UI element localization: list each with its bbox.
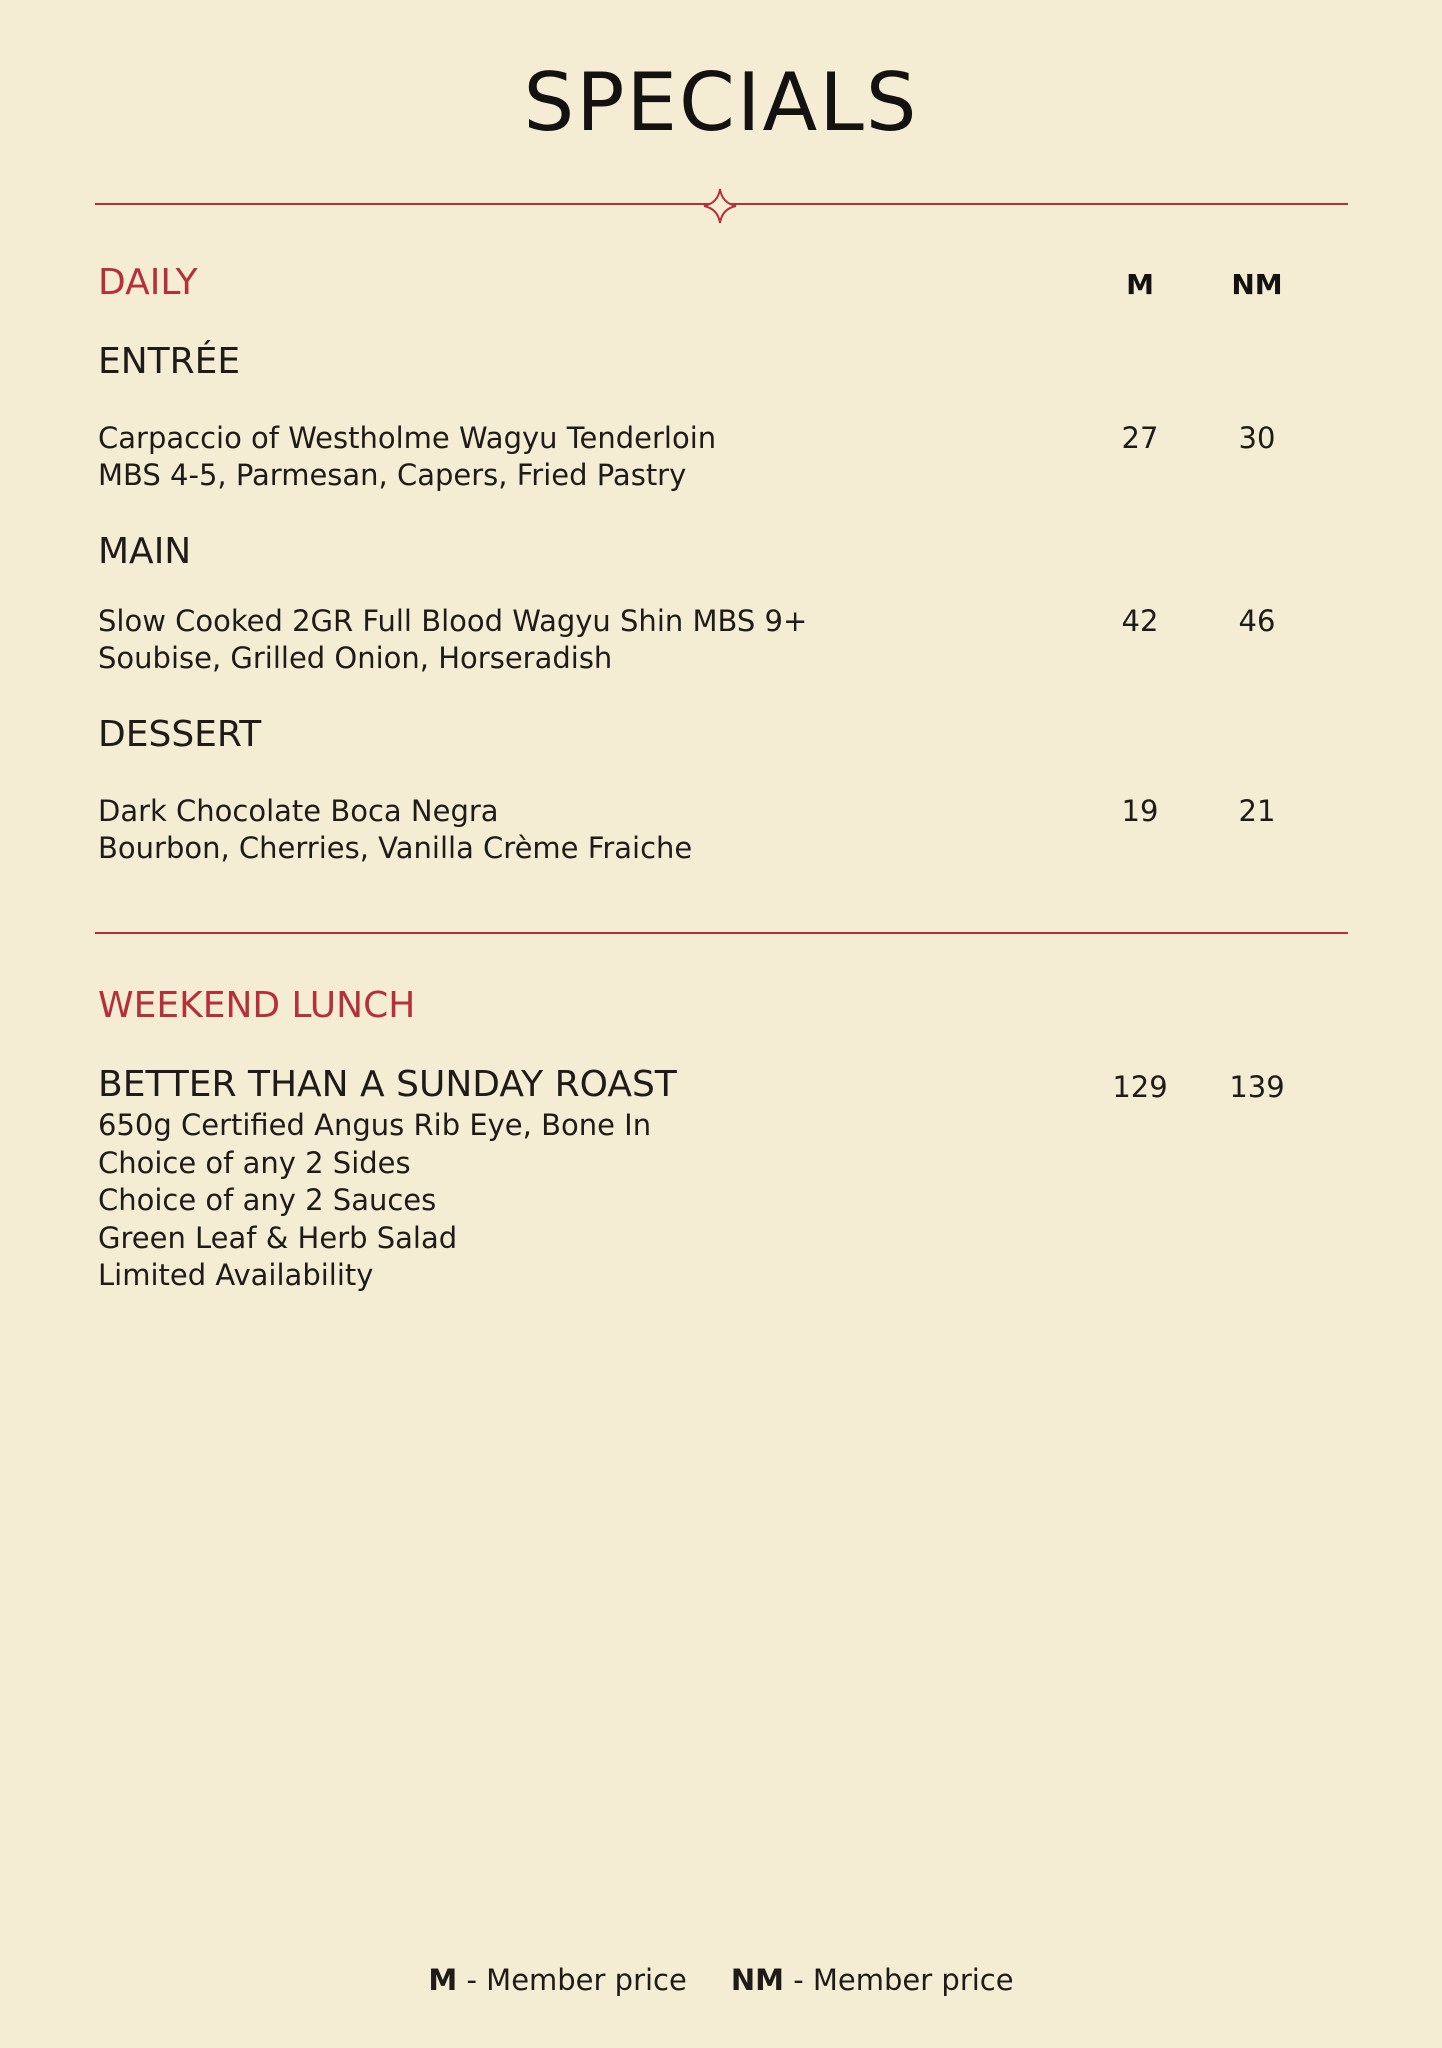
legend-member-key: M: [428, 1963, 458, 1997]
daily-heading: DAILY: [98, 262, 198, 303]
main-heading: MAIN: [98, 531, 192, 572]
roast-description-line: Limited Availability: [98, 1258, 374, 1292]
roast-description-line: Green Leaf & Herb Salad: [98, 1220, 458, 1255]
entree-item-name: Carpaccio of Westholme Wagyu Tenderloin: [98, 421, 717, 455]
main-non-member-price: 46: [1238, 604, 1276, 638]
legend-non-member-key: NM: [730, 1963, 784, 1997]
entree-member-price: 27: [1121, 421, 1159, 455]
entree-heading: ENTRÉE: [98, 341, 241, 382]
roast-description-line: Choice of any 2 Sides: [98, 1145, 411, 1180]
dessert-heading: DESSERT: [98, 714, 262, 755]
price-legend: [0, 1961, 1442, 1999]
non-member-column-header: NM: [1231, 268, 1283, 301]
diamond-ornament-icon: [700, 186, 740, 226]
entree-non-member-price: 30: [1238, 421, 1276, 455]
legend-member-text: - Member price: [457, 1963, 687, 1997]
roast-item-name: BETTER THAN A SUNDAY ROAST: [98, 1064, 677, 1105]
roast-non-member-price: 139: [1229, 1070, 1285, 1104]
dessert-member-price: 19: [1121, 794, 1159, 828]
dessert-item-desc: Bourbon, Cherries, Vanilla Crème Fraiche: [98, 831, 693, 865]
page-title: SPECIALS: [523, 56, 919, 149]
legend-non-member-text: - Member price: [784, 1963, 1014, 1997]
entree-item-desc: MBS 4-5, Parmesan, Capers, Fried Pastry: [98, 458, 687, 492]
roast-description-line: 650g Certified Angus Rib Eye, Bone In: [98, 1108, 652, 1142]
main-member-price: 42: [1121, 604, 1159, 638]
section-divider: [95, 932, 1348, 934]
roast-description: [98, 1107, 651, 1295]
member-column-header: M: [1126, 268, 1154, 301]
dessert-item-name: Dark Chocolate Boca Negra: [98, 794, 499, 828]
dessert-non-member-price: 21: [1238, 794, 1276, 828]
weekend-lunch-heading: WEEKEND LUNCH: [98, 985, 416, 1026]
roast-member-price: 129: [1112, 1070, 1168, 1104]
main-item-name: Slow Cooked 2GR Full Blood Wagyu Shin MBS 9+: [98, 604, 808, 638]
roast-description-line: Choice of any 2 Sauces: [98, 1183, 437, 1217]
main-item-desc: Soubise, Grilled Onion, Horseradish: [98, 641, 613, 675]
